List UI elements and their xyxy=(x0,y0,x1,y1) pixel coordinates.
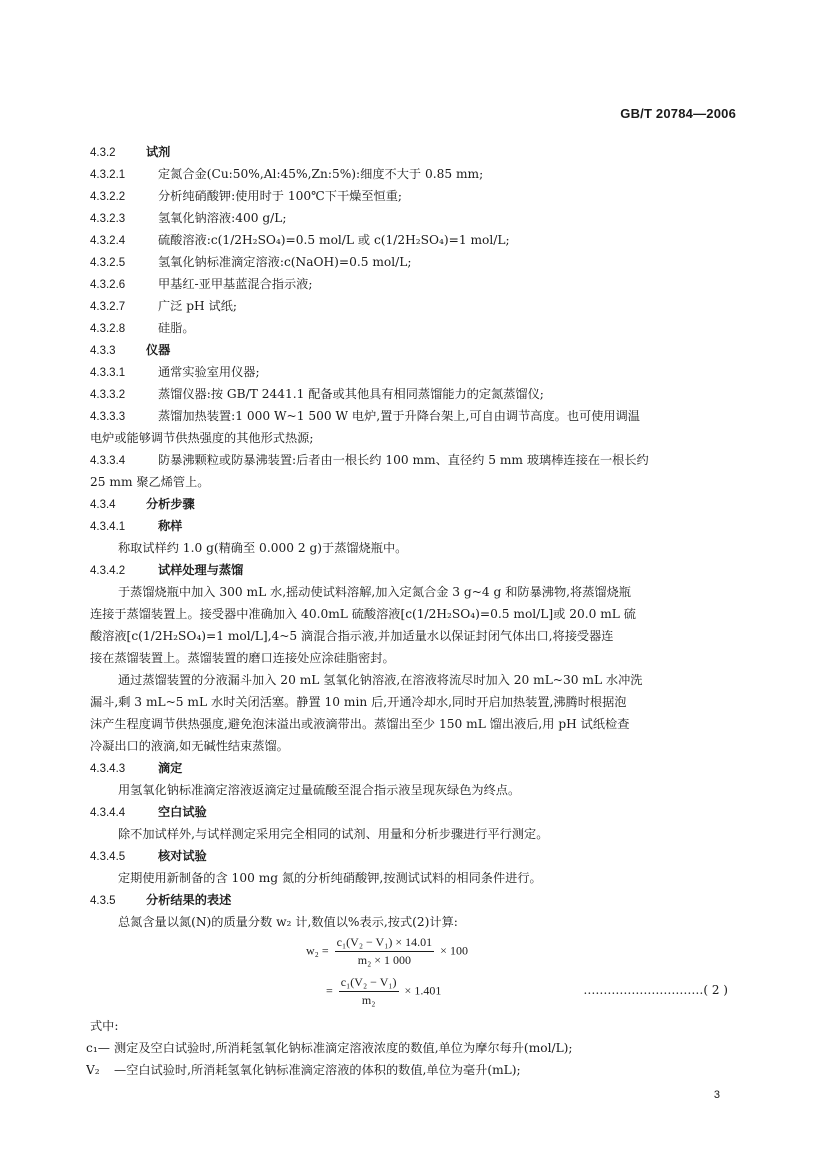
paragraph-line xyxy=(90,669,738,691)
document-body xyxy=(86,141,738,1081)
formula-tail-1: × 100 xyxy=(440,943,468,958)
clause-number: 4.3.2.8 xyxy=(90,323,126,335)
where-label: 式中: xyxy=(90,1019,119,1033)
clause-line xyxy=(90,229,738,251)
paragraph-line xyxy=(90,867,738,889)
clause-line xyxy=(90,185,738,207)
paragraph-line xyxy=(90,603,738,625)
clause-line xyxy=(90,361,738,383)
clause-line xyxy=(90,757,738,779)
paragraph-line xyxy=(90,647,738,669)
formula-denominator-2: m₂ xyxy=(361,993,376,1007)
clause-list xyxy=(90,141,738,933)
equation-number: …………………………( 2 ) xyxy=(583,983,728,997)
clause-text: 于蒸馏烧瓶中加入 300 mL 水,摇动使试料溶解,加入定氮合金 3 g~4 g 和防暴沸物,将蒸馏烧瓶 xyxy=(118,585,631,599)
clause-text: 甲基红-亚甲基蓝混合指示液; xyxy=(158,277,313,291)
clause-line xyxy=(90,141,738,163)
clause-number: 4.3.2.3 xyxy=(90,213,126,225)
section-title: 分析步骤 xyxy=(146,497,195,511)
section-title: 称样 xyxy=(158,519,183,533)
clause-number: 4.3.4 xyxy=(90,499,116,511)
section-title: 核对试验 xyxy=(158,849,207,863)
clause-text: 广泛 pH 试纸; xyxy=(158,299,238,313)
clause-line xyxy=(90,383,738,405)
clause-text: 硫酸溶液:c(1/2H₂SO₄)=0.5 mol/L 或 c(1/2H₂SO₄)=1 mol/L; xyxy=(158,233,510,247)
clause-text: 连接于蒸馏装置上。接受器中准确加入 40.0mL 硫酸溶液[c(1/2H₂SO₄)=0.5 mol/L]或 20.0 mL 硫 xyxy=(90,607,636,621)
paragraph-line xyxy=(90,691,738,713)
clause-number: 4.3.4.5 xyxy=(90,851,126,863)
clause-number: 4.3.2.4 xyxy=(90,235,126,247)
formula-fraction-1 xyxy=(335,935,435,968)
formula-denominator-1: m₂ × 1 000 xyxy=(357,953,412,967)
clause-text: 定期使用新制备的含 100 mg 氮的分析纯硝酸钾,按测试试料的相同条件进行。 xyxy=(118,871,542,885)
clause-number: 4.3.3 xyxy=(90,345,116,357)
formula-lhs: w₂ xyxy=(306,943,319,958)
section-title: 试剂 xyxy=(146,145,171,159)
clause-line xyxy=(90,207,738,229)
clause-text: 分析纯硝酸钾:使用时于 100℃下干燥至恒重; xyxy=(158,189,402,203)
clause-number: 4.3.3.1 xyxy=(90,367,126,379)
clause-number: 4.3.2.7 xyxy=(90,301,126,313)
clause-text: 蒸馏加热装置:1 000 W~1 500 W 电炉,置于升降台架上,可自由调节高度。也可使用调温 xyxy=(158,409,640,423)
section-title: 空白试验 xyxy=(158,805,207,819)
clause-number: 4.3.2.5 xyxy=(90,257,126,269)
clause-text: 用氢氧化钠标准滴定溶液返滴定过量硫酸至混合指示液呈现灰绿色为终点。 xyxy=(118,783,521,797)
clause-text: 通常实验室用仪器; xyxy=(158,365,260,379)
clause-number: 4.3.2 xyxy=(90,147,116,159)
clause-text: 通过蒸馏装置的分液漏斗加入 20 mL 氢氧化钠溶液,在溶液将流尽时加入 20 mL~30 mL 水冲洗 xyxy=(118,673,643,687)
clause-line xyxy=(90,163,738,185)
paragraph-line xyxy=(90,625,738,647)
clause-number: 4.3.5 xyxy=(90,895,116,907)
clause-text: 25 mm 聚乙烯管上。 xyxy=(90,475,210,489)
clause-line xyxy=(90,273,738,295)
clause-line xyxy=(90,559,738,581)
clause-text: 接在蒸馏装置上。蒸馏装置的磨口连接处应涂硅脂密封。 xyxy=(90,651,395,665)
formula-tail-2: × 1.401 xyxy=(404,983,442,998)
formula-row-1: w₂ = $\frac{\text{c₁(V₂ − V₁) × 14.01}}{\text{m₂ × 1 000}}$ × 100 xyxy=(306,935,468,967)
paragraph-line xyxy=(90,713,738,735)
definition-list xyxy=(86,1037,738,1081)
paragraph-line xyxy=(90,911,738,933)
paragraph-line xyxy=(90,471,738,493)
clause-line xyxy=(90,493,738,515)
section-title: 试样处理与蒸馏 xyxy=(158,563,244,577)
formula-row-2: = $\frac{\text{c₁(V₂ − V₁)}}{\text{m₂}}$ × 1.401 xyxy=(326,975,442,1007)
definition-line xyxy=(86,1037,738,1059)
paragraph-line xyxy=(90,581,738,603)
page-number: 3 xyxy=(713,1089,720,1101)
paragraph-line xyxy=(90,735,738,757)
clause-line xyxy=(90,339,738,361)
clause-line xyxy=(90,515,738,537)
clause-line xyxy=(90,449,738,471)
clause-line xyxy=(90,317,738,339)
section-title: 分析结果的表述 xyxy=(146,893,232,907)
clause-text: 氢氧化钠标准滴定溶液:c(NaOH)=0.5 mol/L; xyxy=(158,255,412,269)
clause-number: 4.3.4.4 xyxy=(90,807,126,819)
paragraph-line xyxy=(90,823,738,845)
clause-text: 蒸馏仪器:按 GB/T 2441.1 配备或其他具有相同蒸馏能力的定氮蒸馏仪; xyxy=(158,387,544,401)
formula-numerator-1: c₁(V₂ − V₁) × 14.01 xyxy=(335,935,435,952)
standard-number: GB/T 20784—2006 xyxy=(620,106,736,121)
definition-text: 测定及空白试验时,所消耗氢氧化钠标准滴定溶液浓度的数值,单位为摩尔每升(mol/L); xyxy=(114,1041,573,1055)
clause-number: 4.3.4.3 xyxy=(90,763,126,775)
clause-line xyxy=(90,801,738,823)
formula-2 xyxy=(90,933,738,1015)
clause-number: 4.3.2.1 xyxy=(90,169,126,181)
clause-line xyxy=(90,295,738,317)
formula-numerator-2: c₁(V₂ − V₁) xyxy=(339,975,399,992)
paragraph-line xyxy=(90,779,738,801)
formula-fraction-2 xyxy=(339,975,399,1008)
clause-number: 4.3.2.2 xyxy=(90,191,126,203)
clause-line xyxy=(90,889,738,911)
clause-line xyxy=(90,251,738,273)
clause-number: 4.3.2.6 xyxy=(90,279,126,291)
section-title: 滴定 xyxy=(158,761,183,775)
clause-number: 4.3.3.2 xyxy=(90,389,126,401)
clause-text: 电炉或能够调节供热强度的其他形式热源; xyxy=(90,431,314,445)
clause-text: 防暴沸颗粒或防暴沸装置:后者由一根长约 100 mm、直径约 5 mm 玻璃棒连接在一根长约 xyxy=(158,453,649,467)
clause-number: 4.3.4.1 xyxy=(90,521,126,533)
clause-text: 除不加试样外,与试样测定采用完全相同的试剂、用量和分析步骤进行平行测定。 xyxy=(118,827,549,841)
definition-symbol: c₁— xyxy=(86,1041,110,1055)
clause-text: 定氮合金(Cu:50%,Al:45%,Zn:5%):细度不大于 0.85 mm; xyxy=(158,167,484,181)
clause-text: 酸溶液[c(1/2H₂SO₄)=1 mol/L],4~5 滴混合指示液,并加适量水以保证封闭气体出口,将接受器连 xyxy=(90,629,614,643)
clause-number: 4.3.3.4 xyxy=(90,455,126,467)
paragraph-line xyxy=(90,427,738,449)
definition-text: —空白试验时,所消耗氢氧化钠标准滴定溶液的体积的数值,单位为毫升(mL); xyxy=(114,1063,521,1077)
clause-line xyxy=(90,845,738,867)
clause-text: 漏斗,剩 3 mL~5 mL 水时关闭活塞。静置 10 min 后,开通冷却水,同时开启加热装置,沸腾时根据泡 xyxy=(90,695,627,709)
clause-text: 沫产生程度调节供热强度,避免泡沫溢出或液滴带出。蒸馏出至少 150 mL 馏出液后,用 pH 试纸检查 xyxy=(90,717,630,731)
clause-text: 硅脂。 xyxy=(158,321,195,335)
clause-text: 总氮含量以氮(N)的质量分数 w₂ 计,数值以%表示,按式(2)计算: xyxy=(118,915,458,929)
clause-number: 4.3.4.2 xyxy=(90,565,126,577)
section-title: 仪器 xyxy=(146,343,171,357)
clause-text: 冷凝出口的液滴,如无碱性结束蒸馏。 xyxy=(90,739,289,753)
definition-line xyxy=(86,1059,738,1081)
clause-text: 氢氧化钠溶液:400 g/L; xyxy=(158,211,287,225)
clause-number: 4.3.3.3 xyxy=(90,411,126,423)
definition-symbol: V₂ xyxy=(86,1063,100,1077)
paragraph-line xyxy=(90,537,738,559)
clause-text: 称取试样约 1.0 g(精确至 0.000 2 g)于蒸馏烧瓶中。 xyxy=(118,541,408,555)
clause-line xyxy=(90,405,738,427)
